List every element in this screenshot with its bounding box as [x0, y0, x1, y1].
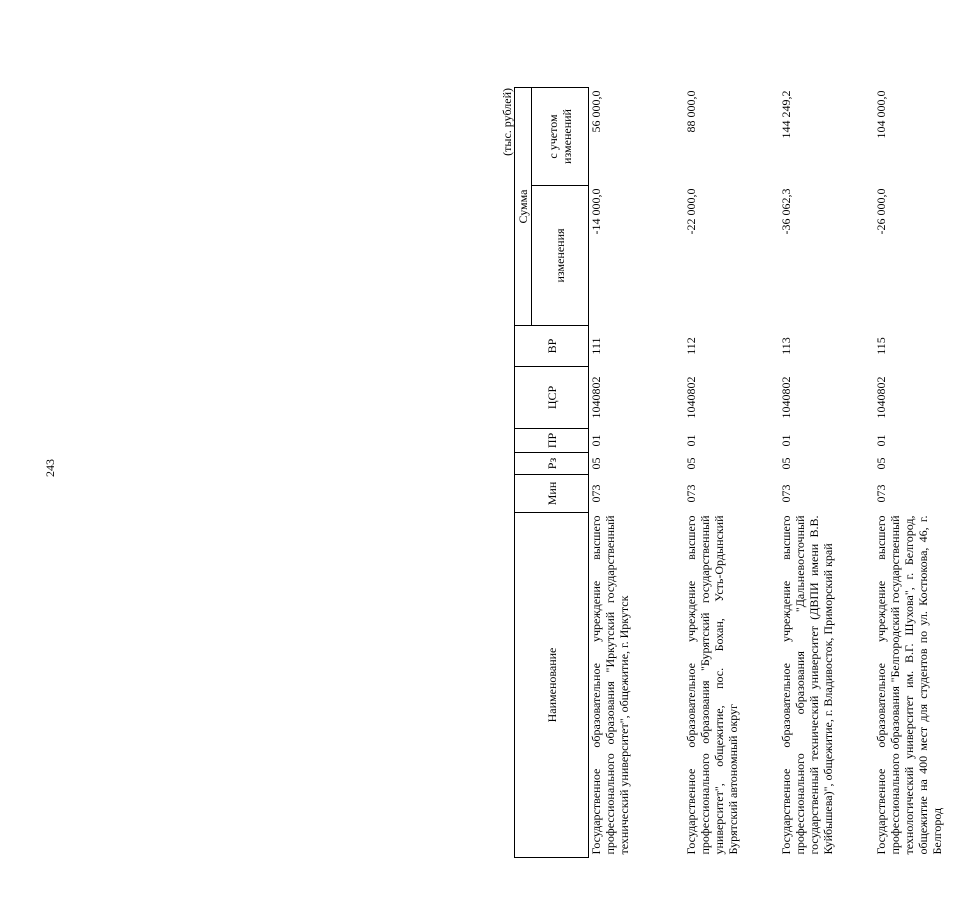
header-name: Наименование — [515, 513, 589, 858]
row-min: 073 — [589, 484, 603, 503]
header-rz: Рз — [515, 453, 589, 475]
row-vr: 113 — [779, 337, 793, 355]
row-csr: 1040802 — [779, 376, 793, 419]
table-row — [684, 87, 779, 857]
row-change: -36 062,3 — [779, 188, 793, 235]
row-rz: 05 — [684, 457, 698, 470]
budget-table — [514, 87, 975, 858]
row-change: -22 000,0 — [684, 188, 698, 235]
row-vr: 111 — [589, 337, 603, 355]
row-change: -14 000,0 — [589, 188, 603, 235]
row-rz: 05 — [779, 457, 793, 470]
row-total: 56 000,0 — [589, 90, 603, 133]
row-name: Государственное образовательное учреждение высшего профессионального образования "Иркутский государственный технический университет", общежитие, г. Иркутск — [589, 515, 631, 855]
row-min: 073 — [874, 484, 888, 503]
row-change: -26 000,0 — [874, 188, 888, 235]
header-min: Мин — [515, 475, 589, 513]
row-vr: 112 — [684, 337, 698, 355]
table-row — [874, 87, 975, 857]
row-min: 073 — [779, 484, 793, 503]
units-label: (тыс. рублей) — [500, 88, 514, 156]
row-pr: 01 — [589, 434, 603, 447]
page-number: 243 — [43, 459, 57, 477]
row-rz: 05 — [589, 457, 603, 470]
row-csr: 1040802 — [874, 376, 888, 419]
header-pr: ПР — [515, 429, 589, 453]
row-vr: 115 — [874, 337, 888, 355]
row-min: 073 — [684, 484, 698, 503]
table-row — [779, 87, 874, 857]
row-csr: 1040802 — [589, 376, 603, 419]
row-csr: 1040802 — [684, 376, 698, 419]
header-vr: ВР — [515, 326, 589, 367]
row-name: Государственное образовательное учреждение высшего профессионального образования "Дальневосточный государственный технический университет (ДВПИ имени В.В. Куйбышева)", общежитие, г. Владивосток, Приморский край — [779, 515, 835, 855]
header-changes: изменения — [532, 186, 589, 326]
row-name: Государственное образовательное учреждение высшего профессионального образования "Бурятский государственный университет", общежитие, пос. Бохан, Усть-Ордынский Бурятский автономный округ — [684, 515, 740, 855]
header-sum: Сумма — [515, 87, 532, 325]
row-name: Государственное образовательное учреждение высшего профессионального образования "Белгородский государственный технологический университет им. В.Г. Шухова", г. Белгород, общежитие на 400 мест для студентов по ул. Костюкова, 46, г. Белгород — [874, 515, 944, 855]
rotated-document — [500, 88, 944, 858]
row-total: 88 000,0 — [684, 90, 698, 133]
row-rz: 05 — [874, 457, 888, 470]
row-pr: 01 — [874, 434, 888, 447]
row-total: 144 249,2 — [779, 90, 793, 139]
header-csr: ЦСР — [515, 367, 589, 429]
row-total: 104 000,0 — [874, 90, 888, 139]
row-pr: 01 — [684, 434, 698, 447]
row-pr: 01 — [779, 434, 793, 447]
header-with-changes: с учетом изменений — [532, 87, 589, 185]
table-row — [589, 87, 685, 857]
